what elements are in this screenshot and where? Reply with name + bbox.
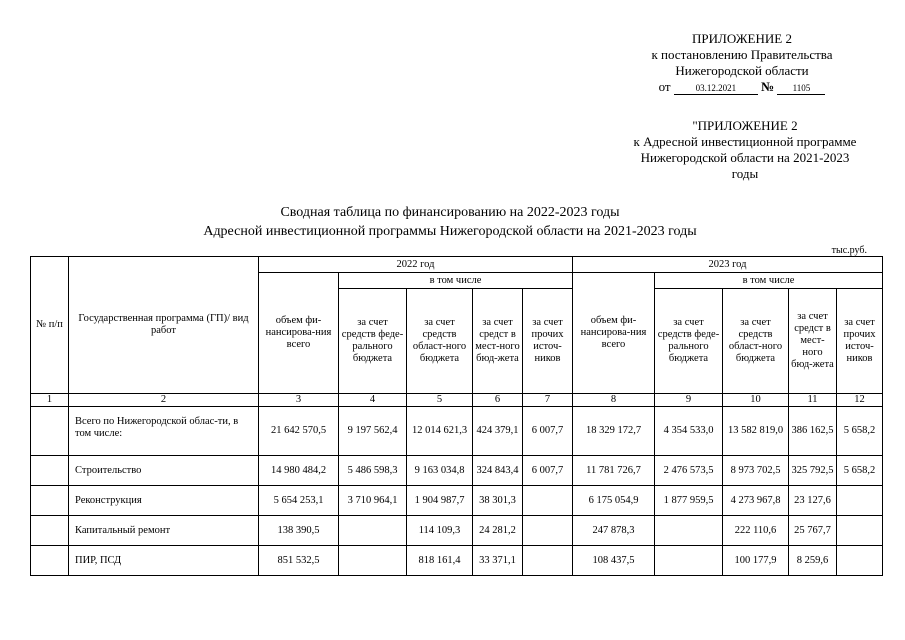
- year-2023-header: 2023 год: [573, 257, 883, 273]
- value-cell: 247 878,3: [573, 516, 655, 546]
- value-cell: 114 109,3: [407, 516, 473, 546]
- table-row: [31, 407, 883, 456]
- value-cell: 9 197 562,4: [339, 407, 407, 456]
- appendix-line: к Адресной инвестиционной программе: [633, 134, 857, 149]
- column-number-cell: 8: [573, 394, 655, 407]
- col-header-regional: за счет средств област-ного бюджета: [407, 289, 473, 394]
- table-row: [31, 516, 883, 546]
- including-header: в том числе: [339, 273, 573, 289]
- value-cell: 386 162,5: [789, 407, 837, 456]
- col-header-regional: за счет средств област-ного бюджета: [723, 289, 789, 394]
- column-number-cell: 10: [723, 394, 789, 407]
- column-number-cell: 9: [655, 394, 723, 407]
- value-cell: [655, 516, 723, 546]
- appendix-line: Нижегородской области: [675, 63, 809, 78]
- decree-number: 1105: [777, 83, 825, 95]
- column-number-cell: 5: [407, 394, 473, 407]
- year-2022-header: 2022 год: [259, 257, 573, 273]
- value-cell: 25 767,7: [789, 516, 837, 546]
- row-number-cell: [31, 407, 69, 456]
- row-name-cell: Реконструкция: [69, 486, 259, 516]
- value-cell: 851 532,5: [259, 546, 339, 576]
- number-label: №: [761, 79, 775, 94]
- table-body: [31, 407, 883, 576]
- col-header-total: объем фи-нансирова-ния всего: [259, 273, 339, 394]
- value-cell: [339, 546, 407, 576]
- appendix-line: годы: [731, 166, 759, 181]
- column-number-cell: 2: [69, 394, 259, 407]
- value-cell: 3 710 964,1: [339, 486, 407, 516]
- value-cell: 33 371,1: [473, 546, 523, 576]
- header-row-years: [31, 257, 883, 273]
- value-cell: [523, 516, 573, 546]
- col-header-local: за счет средст в мест-ного бюд-жета: [789, 289, 837, 394]
- appendix-date-line: [612, 79, 872, 95]
- col-header-other: за счет прочих источ-ников: [523, 289, 573, 394]
- value-cell: [339, 516, 407, 546]
- row-name-cell: ПИР, ПСД: [69, 546, 259, 576]
- value-cell: 324 843,4: [473, 456, 523, 486]
- value-cell: 6 175 054,9: [573, 486, 655, 516]
- value-cell: 24 281,2: [473, 516, 523, 546]
- from-label: от: [658, 79, 671, 94]
- value-cell: 1 877 959,5: [655, 486, 723, 516]
- value-cell: 5 654 253,1: [259, 486, 339, 516]
- value-cell: 11 781 726,7: [573, 456, 655, 486]
- table-row: [31, 546, 883, 576]
- value-cell: [837, 486, 883, 516]
- col-header-other: за счет прочих источ-ников: [837, 289, 883, 394]
- value-cell: 1 904 987,7: [407, 486, 473, 516]
- value-cell: 818 161,4: [407, 546, 473, 576]
- appendix-title: "ПРИЛОЖЕНИЕ 2: [692, 118, 798, 133]
- value-cell: 9 163 034,8: [407, 456, 473, 486]
- value-cell: 138 390,5: [259, 516, 339, 546]
- col-header-federal: за счет средств феде-рального бюджета: [339, 289, 407, 394]
- value-cell: 5 658,2: [837, 407, 883, 456]
- value-cell: 4 273 967,8: [723, 486, 789, 516]
- value-cell: 424 379,1: [473, 407, 523, 456]
- column-number-cell: 7: [523, 394, 573, 407]
- value-cell: 108 437,5: [573, 546, 655, 576]
- value-cell: 222 110,6: [723, 516, 789, 546]
- value-cell: 5 486 598,3: [339, 456, 407, 486]
- row-name-cell: Строительство: [69, 456, 259, 486]
- row-number-cell: [31, 486, 69, 516]
- document-title: [100, 203, 800, 241]
- value-cell: 8 259,6: [789, 546, 837, 576]
- appendix-line: Нижегородской области на 2021-2023: [640, 150, 850, 165]
- row-number-cell: [31, 546, 69, 576]
- col-header-program: Государственная программа (ГП)/ вид работ: [69, 257, 259, 394]
- title-line: Адресной инвестиционной программы Нижегородской области на 2021-2023 годы: [203, 224, 697, 239]
- row-number-cell: [31, 456, 69, 486]
- value-cell: [523, 486, 573, 516]
- column-number-cell: 3: [259, 394, 339, 407]
- table-row: [31, 486, 883, 516]
- value-cell: 14 980 484,2: [259, 456, 339, 486]
- col-header-local: за счет средст в мест-ного бюд-жета: [473, 289, 523, 394]
- value-cell: 6 007,7: [523, 407, 573, 456]
- value-cell: [523, 546, 573, 576]
- value-cell: 100 177,9: [723, 546, 789, 576]
- value-cell: 5 658,2: [837, 456, 883, 486]
- row-number-cell: [31, 516, 69, 546]
- financing-table: [30, 256, 883, 576]
- table-row: [31, 456, 883, 486]
- value-cell: [655, 546, 723, 576]
- including-header: в том числе: [655, 273, 883, 289]
- value-cell: 2 476 573,5: [655, 456, 723, 486]
- value-cell: 12 014 621,3: [407, 407, 473, 456]
- column-number-cell: 11: [789, 394, 837, 407]
- column-number-cell: 12: [837, 394, 883, 407]
- value-cell: 21 642 570,5: [259, 407, 339, 456]
- column-number-cell: 6: [473, 394, 523, 407]
- value-cell: [837, 546, 883, 576]
- title-line: Сводная таблица по финансированию на 2022-2023 годы: [280, 205, 620, 220]
- appendix-title: ПРИЛОЖЕНИЕ 2: [692, 31, 792, 46]
- appendix-header: [612, 31, 872, 95]
- row-name-cell: Всего по Нижегородской облас-ти, в том числе:: [69, 407, 259, 456]
- col-header-total: объем фи-нансирова-ния всего: [573, 273, 655, 394]
- value-cell: 38 301,3: [473, 486, 523, 516]
- value-cell: 13 582 819,0: [723, 407, 789, 456]
- column-number-cell: 4: [339, 394, 407, 407]
- value-cell: 325 792,5: [789, 456, 837, 486]
- value-cell: 18 329 172,7: [573, 407, 655, 456]
- appendix-line: к постановлению Правительства: [651, 47, 833, 62]
- value-cell: 4 354 533,0: [655, 407, 723, 456]
- value-cell: [837, 516, 883, 546]
- unit-label: тыс.руб.: [831, 245, 867, 256]
- value-cell: 23 127,6: [789, 486, 837, 516]
- appendix-header-2: [600, 118, 890, 182]
- value-cell: 6 007,7: [523, 456, 573, 486]
- row-name-cell: Капитальный ремонт: [69, 516, 259, 546]
- value-cell: 8 973 702,5: [723, 456, 789, 486]
- col-header-num: № п/п: [31, 257, 69, 394]
- decree-date: 03.12.2021: [674, 83, 758, 95]
- column-number-cell: 1: [31, 394, 69, 407]
- col-header-federal: за счет средств феде-рального бюджета: [655, 289, 723, 394]
- column-number-row: [31, 394, 883, 407]
